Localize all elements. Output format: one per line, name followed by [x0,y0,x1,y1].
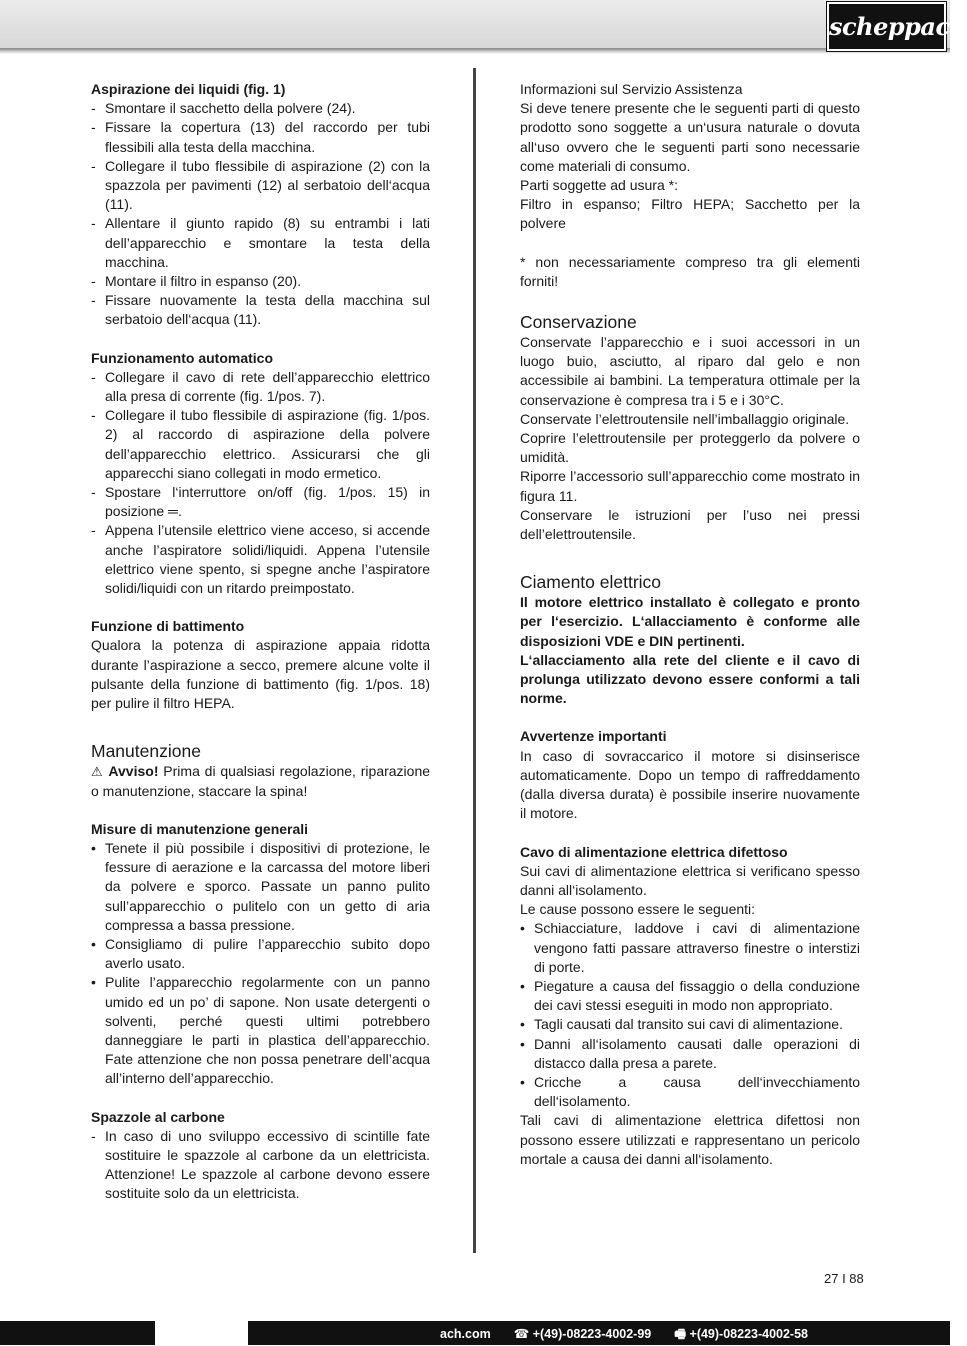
storage-text: Coprire l’elettroutensile per proteggerlo da polvere o umidità. [520,430,860,466]
section-title-liquid-suction: Aspirazione dei liquidi (fig. 1) [91,81,286,97]
electrical-connection-text: L‘allacciamento alla rete del cliente e il cavo di prolunga utilizzato devono essere conformi a tali norme. [520,651,860,707]
carbon-brushes-list [91,1127,430,1204]
phone-number: +(49)-08223-4002-99 [532,1327,652,1341]
section-title-defective-cable: Cavo di alimentazione elettrica difettoso [520,843,788,860]
footer-white-block [155,1321,248,1345]
phone-icon: ☎ [513,1327,530,1341]
list-item: - Allentare il giunto rapido (8) su entrambi i lati dell’apparecchio e smontare la testa della macchina. [91,214,430,272]
wear-parts-list: Filtro in espanso; Filtro HEPA; Sacchetto per la polvere [520,196,860,232]
warning-label: Avviso! [108,763,159,780]
important-notes-text: In caso di sovraccarico il motore si disinserisce automaticamente. Dopo un tempo di raffreddamento (dalla diversa durata) è possibile inserire nuovamente il motore. [520,747,860,822]
page-number: 27 I 88 [824,1271,864,1286]
storage-text: Riporre l’accessorio sull’apparecchio come mostrato in figura 11. [520,468,860,504]
storage-text: Conservate l’apparecchio e i suoi accessori in un luogo buio, asciutto, al riparo dal gelo e non accessibile ai bambini. La temperatura ottimale per la conservazione è compresa tra i 5 e i 30°C. [520,334,860,408]
brand-logo: scheppach [827,2,946,51]
service-info-text: Si deve tenere presente che le seguenti parti di questo prodotto sono soggette a un‘usura naturale o dovuta all‘uso ovvero che le seguenti parti sono necessarie come materiali di consumo. [520,100,860,174]
list-item: - In caso di uno sviluppo eccessivo di scintille fate sostituire le spazzole al carbone da un elettricista. Attenzione! Le spazzole al carbone devono essere sostituite solo da un elettricista. [91,1127,430,1204]
section-title-carbon-brushes: Spazzole al carbone [91,1108,225,1125]
list-item: • Cricche a causa dell‘invecchiamento dell‘isolamento. [520,1073,860,1111]
list-item: • Piegature a causa del fissaggio o della conduzione dei cavi stessi eseguiti in modo non appropriato. [520,977,860,1015]
general-maintenance-list [91,839,430,1089]
section-title-general-maintenance: Misure di manutenzione generali [91,820,309,837]
list-item: - Collegare il tubo flessibile di aspirazione (fig. 1/pos. 2) al raccordo di aspirazione della polvere dell’apparecchio elettrico. Assicurarsi che gli apparecchi siano collegati in modo ermetico. [91,406,430,483]
section-title-important-notes: Avvertenze importanti [520,728,667,745]
left-column [91,80,430,1204]
footer-bar [0,1321,950,1345]
warning-icon: ⚠ [91,764,104,780]
list-item: • Danni all‘isolamento causati dalle operazioni di distacco dalla presa a parete. [520,1035,860,1073]
defective-cable-causes-label: Le cause possono essere le seguenti: [520,901,756,918]
list-item: - Fissare la copertura (13) del raccordo per tubi flessibili alla testa della macchina. [91,118,430,156]
list-item: - Appena l’utensile elettrico viene acceso, si accende anche l’aspiratore solidi/liquidi. Appena l’utensile elettrico viene spento, si spegne anche l’aspiratore solidi/liquidi con un ritardo preimpostato. [91,521,430,598]
automatic-operation-steps [91,368,430,598]
section-title-automatic-operation: Funzionamento automatico [91,349,273,366]
website-link[interactable]: ach.com [440,1327,491,1341]
list-item: - Collegare il tubo flessibile di aspirazione (2) con la spazzola per pavimenti (12) al serbatoio dell‘acqua (11). [91,157,430,215]
defective-cable-causes [520,919,860,1111]
list-item: - Fissare nuovamente la testa della macchina sul serbatoio dell‘acqua (11). [91,291,430,329]
wear-parts-label: Parti soggette ad usura *: [520,177,678,194]
shake-function-text: Qualora la potenza di aspirazione appaia ridotta durante l’aspirazione a secco, premere alcune volte il pulsante della funzione di battimento (fig. 1/pos. 18) per pulire il filtro HEPA. [91,637,430,712]
service-info-title: Informazioni sul Servizio Assistenza [520,81,743,97]
electrical-connection-text: Il motore elettrico installato è collegato e pronto per l‘esercizio. L‘allacciamento è conforme alle disposizioni VDE e DIN pertinenti. [520,594,860,649]
list-item: • Pulite l’apparecchio regolarmente con un panno umido ed un po’ di sapone. Non usate detergenti o solventi, perché questi ultimi potrebbero danneggiare le parti in plastica dell’apparecchio. Fate attenzione che non possa penetrare dell’acqua all’interno dell’apparecchio. [91,973,430,1088]
header-shadow [0,48,950,54]
defective-cable-outro: Tali cavi di alimentazione elettrica difettosi non possono essere utilizzati e rappresentano un pericolo mortale a causa dei danni all‘isolamento. [520,1112,860,1167]
column-divider [473,68,476,1253]
right-column [520,80,860,1169]
section-title-shake-function: Funzione di battimento [91,618,245,635]
list-item: - Montare il filtro in espanso (20). [91,272,430,291]
list-item: • Tenete il più possibile i dispositivi di protezione, le fessure di aerazione e la carcassa del motore liberi da polvere e sporco. Passate un panno pulito sull’apparecchio o pulitelo con un getto di aria compressa a bassa pressione. [91,839,430,935]
header-bar [0,0,950,50]
footer-contact [440,1325,808,1346]
section-title-maintenance: Manutenzione [91,741,201,762]
list-item: - Collegare il cavo di rete dell’apparecchio elettrico alla presa di corrente (fig. 1/pos. 7). [91,368,430,406]
list-item: - Smontare il sacchetto della polvere (24). [91,99,430,118]
storage-text: Conservare le istruzioni per l’uso nei pressi dell’elettroutensile. [520,506,860,543]
list-item: • Consigliamo di pulire l’apparecchio subito dopo averlo usato. [91,935,430,973]
list-item: • Schiacciature, laddove i cavi di alimentazione vengono fatti passare attraverso finestre o interstizi di porte. [520,919,860,977]
storage-text: Conservate l’elettroutensile nell’imballaggio originale. [520,410,850,427]
liquid-suction-steps [91,99,430,329]
defective-cable-intro: Sui cavi di alimentazione elettrica si verificano spesso danni all‘isolamento. [520,862,860,898]
warning-text: Prima di qualsiasi regolazione, riparazione o manutenzione, staccare la spina! [91,763,431,799]
fax-number: +(49)-08223-4002-58 [689,1327,809,1341]
list-item: • Tagli causati dal transito sui cavi di alimentazione. [520,1015,860,1034]
wear-parts-footnote: * non necessariamente compreso tra gli elementi forniti! [520,253,860,289]
fax-icon: 🖷 [674,1327,687,1341]
list-item: - Spostare l‘interruttore on/off (fig. 1/pos. 15) in posizione ═. [91,483,430,521]
maintenance-warning [91,762,430,800]
section-title-storage: Conservazione [520,312,637,333]
section-title-electrical-connection: Ciamento elettrico [520,572,662,593]
